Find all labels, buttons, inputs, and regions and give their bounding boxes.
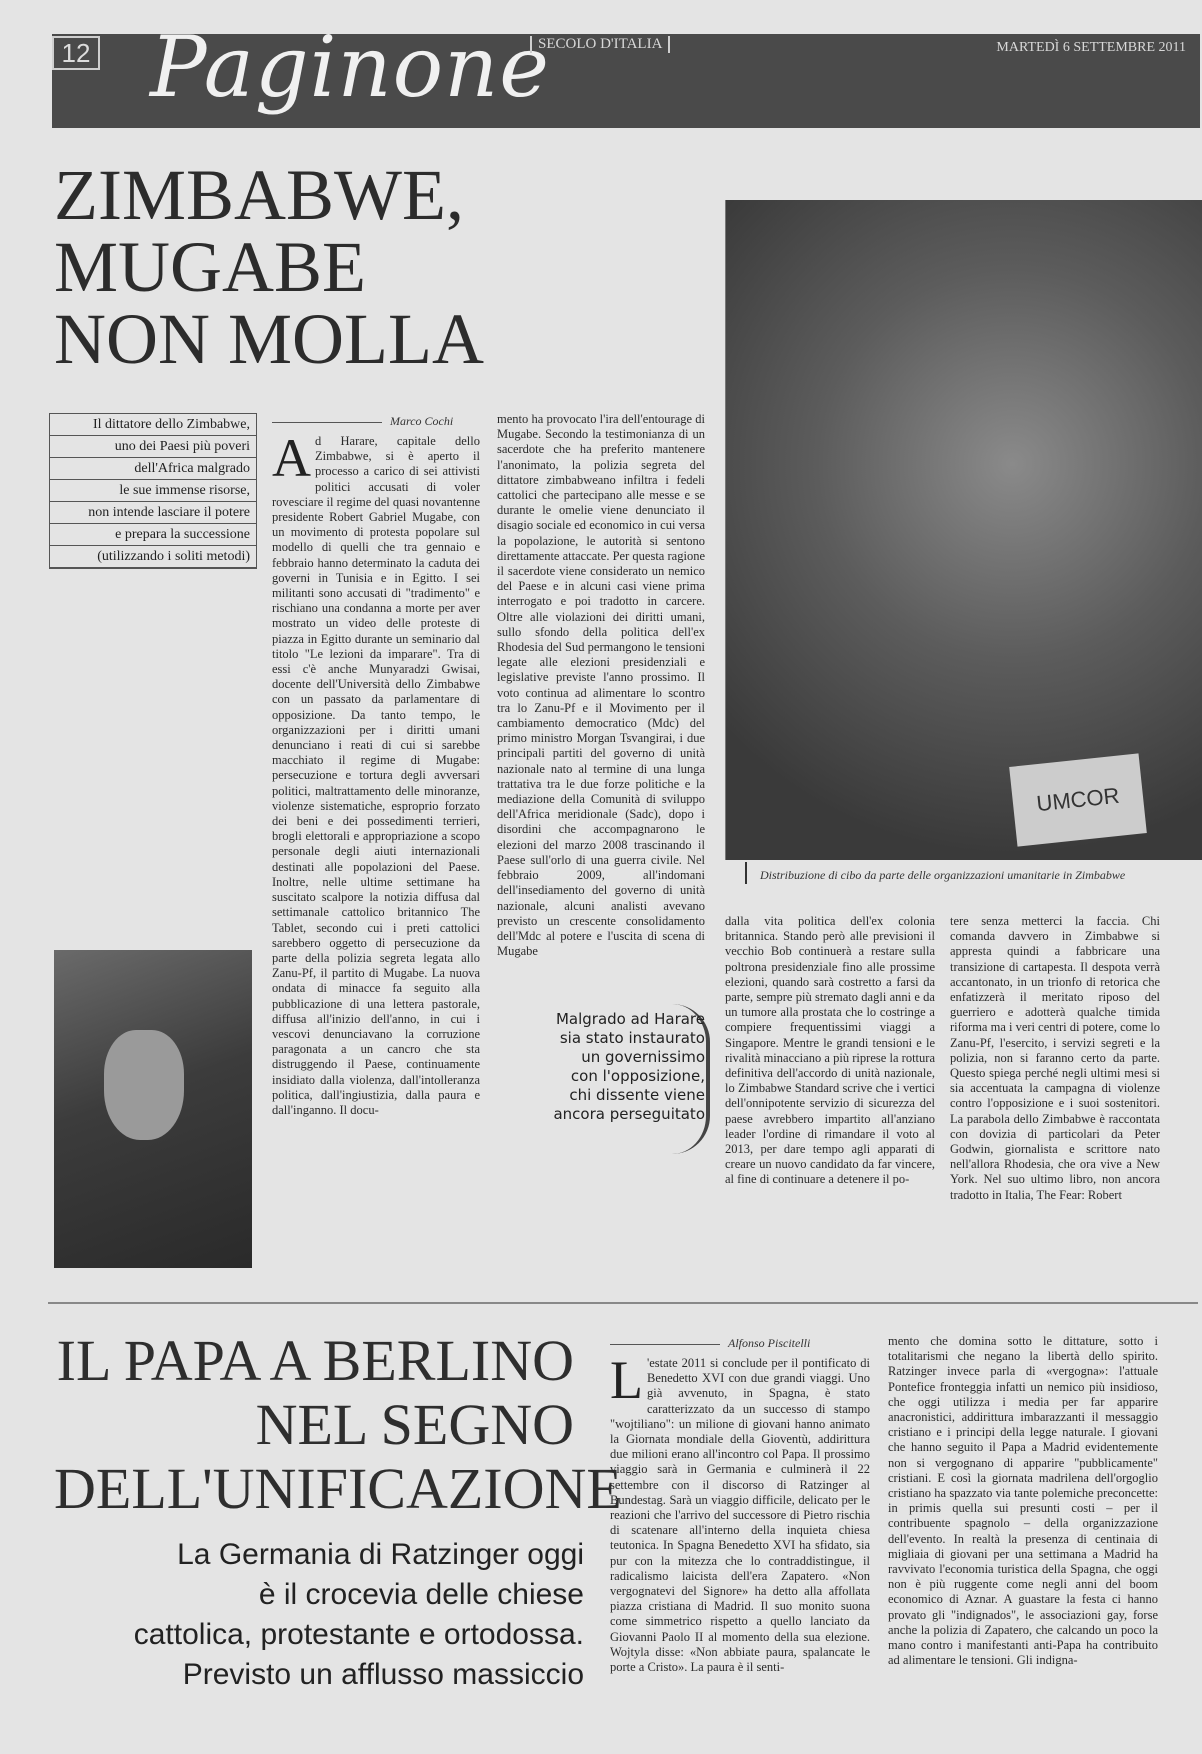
- headline-line-1: ZIMBABWE,: [54, 155, 464, 235]
- photo-caption: Distribuzione di cibo da parte delle organizzazioni umanitarie in Zimbabwe: [760, 868, 1126, 882]
- article1-column-3: [725, 914, 935, 1270]
- pullquote-line: sia stato instaurato: [559, 1029, 705, 1047]
- deck-line: dell'Africa malgrado: [50, 458, 256, 480]
- pullquote-line: Malgrado ad Harare: [555, 1010, 705, 1028]
- section-divider: [48, 1302, 1198, 1304]
- issue-date: MARTEDÌ 6 SETTEMBRE 2011: [996, 40, 1186, 55]
- deck-line: le sue immense risorse,: [50, 480, 256, 502]
- deck-line: uno dei Paesi più poveri: [50, 436, 256, 458]
- mugabe-photo: [54, 950, 252, 1268]
- article2-column-1: [610, 1356, 870, 1748]
- section-title: Paginone: [150, 18, 550, 116]
- pullquote-line: un governissimo: [581, 1048, 705, 1066]
- article1-column-4: [950, 914, 1160, 1270]
- author-byline: [610, 1336, 810, 1351]
- masthead: SECOLO D'ITALIA: [530, 36, 670, 53]
- column-text: mento che domina sotto le dittature, sotto i totalitarismi che negano la libertà dello spirito. Ratzinger invece parla di «vergogna»: l'attuale Pontefice fronteggia infatti un nemico più insidioso, che oggi utilizza i media per far apparire anacronistici, addirittura imbarazzanti il messaggio cristiano e i principi della legge naturale. I giovani che hanno seguito il Papa a Madrid evidentemente non si vergognano di apparire "pubblicamente" cristiani. E così la giornata madrilena dell'orgoglio cristiano ha spazzato via tante polemiche preconcette: in primis quella sui presunti costi – per il contribuente spagnolo – della organizzazione dell'evento. In realtà la presenza di centinaia di migliaia di giovani per una settimana a Madrid ha ravvivato l'economia turistica della Spagna, che oggi non è più ruggente come negli anni del boom economico di Aznar. A guastare la festa ci hanno provato gli "indignados", le associazioni gay, forse anche la polizia di Zapatero, che calcando un poco la mano contro i manifestanti anti-Papa ha contribuito ad alimentare le tensioni. Gli indigna-: [888, 1334, 1158, 1668]
- pullquote-line: ancora perseguitato: [553, 1105, 705, 1123]
- caption-marker: [745, 862, 747, 884]
- deck-line: Il dittatore dello Zimbabwe,: [50, 414, 256, 436]
- subtitle-line: è il crocevia delle chiese: [258, 1578, 584, 1611]
- headline-line-3: NON MOLLA: [54, 299, 484, 379]
- deck-line: non intende lasciare il potere: [50, 502, 256, 524]
- article2-column-2: [888, 1334, 1158, 1748]
- column-text: mento ha provocato l'ira dell'entourage di Mugabe. Secondo la testimonianza di un sacerdote che ha preferito mantenere l'anonimato, la polizia segreta del dittatore zimbabweano infiltra i fedeli cattolici che partecipano alle messe e se durante le omelie viene denunciato il disagio sociale ed economico in cui versa la popolazione, le autorità si sentono direttamente attaccate. Per questa ragione il sacerdote viene considerato un nemico del Paese e in alcuni casi viene prima interrogato e poi tradotto in carcere. Oltre alle violazioni dei diritti umani, sullo sfondo della politica dell'ex Rhodesia del Sud permangono le tensioni legate alle elezioni presidenziali e legislative previste l'anno prossimo. Il voto continua ad alimentare lo scontro tra lo Zanu-Pf e il Movimento per il cambiamento democratico (Mdc) del primo ministro Morgan Tsvangirai, i due principali partiti del governo di unità nazionale nato al termine di una lunga trattativa tra le due forze politiche e la mediazione della Comunità di sviluppo dell'Africa meridionale (Sadc), dopo i disordini che accompagnarono le elezioni del marzo 2008 trascinando il Paese sull'orlo di una guerra civile. Nel febbraio 2009, all'indomani dell'insediamento del governo di unità nazionale, alcuni analisti avevano previsto un crescente consolidamento dell'Mdc al potere e l'uscita di scena di Mugabe: [497, 412, 705, 959]
- dropcap: L: [610, 1356, 643, 1410]
- author-name: Marco Cochi: [390, 414, 454, 428]
- dropcap: A: [272, 434, 311, 488]
- pullquote: [500, 1010, 705, 1124]
- subtitle-line: cattolica, protestante e ortodossa.: [133, 1618, 584, 1651]
- subtitle-line: Previsto un afflusso massiccio: [182, 1658, 584, 1691]
- article2-headline-line-3: DELL'UNIFICAZIONE: [54, 1456, 622, 1521]
- photo-box-label: UMCOR: [1009, 753, 1147, 846]
- subtitle-line: La Germania di Ratzinger oggi: [177, 1538, 584, 1571]
- author-byline: [272, 414, 453, 429]
- deck-line: e prepara la successione: [50, 524, 256, 546]
- article2-headline-line-2: NEL SEGNO: [255, 1392, 574, 1457]
- author-name: Alfonso Piscitelli: [728, 1336, 811, 1350]
- portrait-face: [104, 1030, 184, 1140]
- column-text: 'estate 2011 si conclude per il pontificato di Benedetto XVI con due grandi viaggi. Uno già avvenuto, in Spagna, è stato caratterizzato da un successo di stampo "wojtiliano": un milione di giovani hanno animato la Giornata mondiale della Gioventù, addirittura due milioni erano all'incontro col Papa. Il prossimo viaggio sarà in Germania e culminerà il 22 settembre con il discorso di Ratzinger al Bundestag. Sarà un viaggio difficile, delicato per le reazioni che l'arrivo del successore di Pietro rischia di scatenare all'interno della inquieta chiesa teutonica. In Spagna Benedetto XVI ha sfidato, sia pur con la mitezza che lo contraddistingue, il radicalismo laicista dell'era Zapatero. «Non vergognatevi del Signore» ha detto alla affollata piazza cristiana di Madrid. Il suo monito suona come simmetrico rispetto a quello lanciato da Giovanni Paolo II al momento della sua elezione. Wojtyla disse: «Non abbiate paura, spalancate le porte a Cristo». La paura è il senti-: [610, 1356, 870, 1675]
- pullquote-line: con l'opposizione,: [570, 1067, 705, 1085]
- article-deck: [49, 413, 257, 569]
- pullquote-line: chi dissente viene: [569, 1086, 705, 1104]
- deck-line: (utilizzando i soliti metodi): [50, 546, 256, 568]
- food-distribution-photo: [725, 200, 1202, 860]
- column-text: dalla vita politica dell'ex colonia britannica. Stando però alle previsioni il vecchio Bob continuerà a restare sulla poltrona presidenziale fino alle prossime elezioni, quando sarà costretto a farsi da parte, sempre più stremato dagli anni e da un tumore alla prostata che lo costringe a compiere frequentissimi viaggi a Singapore. Mentre le grandi tensioni e le rivalità minacciano a più riprese la rottura definitiva dell'accordo di unità nazionale, lo Zimbabwe Standard scrive che i vertici dell'onnipotente servizio di sicurezza del paese avrebbero impartito all'anziano leader l'ordine di rimandare il voto al 2013, per dare tempo agli apparati di creare un nuovo candidato da far vincere, al fine di continuare a detenere il po-: [725, 914, 935, 1187]
- page-number: 12: [52, 36, 100, 70]
- column-text: d Harare, capitale dello Zimbabwe, si è aperto il processo a carico di sei attivisti politici accusati di voler rovesciare il regime del quasi novantenne presidente Robert Gabriel Mugabe, con un movimento di protesta popolare sul modello di quelli che tra gennaio e febbraio hanno determinato la caduta dei governi in Tunisia e in Egitto. I sei militanti sono accusati di "tradimento" e rischiano una condanna a morte per aver mostrato un video delle proteste di piazza in Egitto durante un seminario dal titolo "Le lezioni da imparare". Tra di essi c'è anche Munyaradzi Gwisai, docente dell'Università dello Zimbabwe con un passato da parlamentare di opposizione. Da tanto tempo, le organizzazioni per i diritti umani denunciano i reati di cui si sarebbe macchiato il regime di Mugabe: persecuzione e tortura degli avversari politici, maltrattamento delle minoranze, violenze sistematiche, esproprio forzato dei beni e dei possedimenti terrieri, brogli elettorali e appropriazione a scopo personale degli aiuti internazionali destinati alle popolazioni del Paese. Inoltre, nelle ultime settimane ha suscitato scalpore la notizia diffusa dal settimanale cattolico britannico The Tablet, secondo cui i preti cattolici sarebbero oggetto di persecuzione da parte della polizia segreta legata allo Zanu-Pf, il partito di Mugabe. La nuova ondata di minacce fa seguito alla pubblicazione di una lettera pastorale, diffusa all'inizio dell'anno, in cui i vescovi denunciavano la corruzione paragonata a un cancro che sta distruggendo il Paese, continuamente insidiato dalla violenza, dall'intolleranza politica, dall'ingiustizia, dalla paura e dall'inganno. Il docu-: [272, 434, 480, 1117]
- article1-column-1: [272, 434, 480, 1270]
- article2-subtitle: [54, 1535, 584, 1695]
- article1-column-2: [497, 412, 705, 982]
- column-text: tere senza metterci la faccia. Chi comanda davvero in Zimbabwe si appresta quindi a fabbricare una transizione di cartapesta. Il despota verrà accantonato, in un trionfo di retorica che enfatizzerà il meritato riposo del guerriero e adotterà qualche timida riforma ma i veri centri di potere, come lo Zanu-Pf, l'esercito, i servizi segreti e la polizia, non si faranno certo da parte. Questo spiega perché negli ultimi mesi si sia accentuata la campagna di violenze contro l'opposizione e i suoi sostenitori. La parabola dello Zimbabwe è raccontata con dovizia di particolari da Peter Godwin, giornalista e scrittore nato nell'allora Rhodesia, che ora vive a New York. Nel suo ultimo libro, non ancora tradotto in Italia, The Fear: Robert: [950, 914, 1160, 1202]
- headline-line-2: MUGABE: [54, 227, 367, 307]
- article2-headline-line-1: IL PAPA A BERLINO: [56, 1328, 574, 1393]
